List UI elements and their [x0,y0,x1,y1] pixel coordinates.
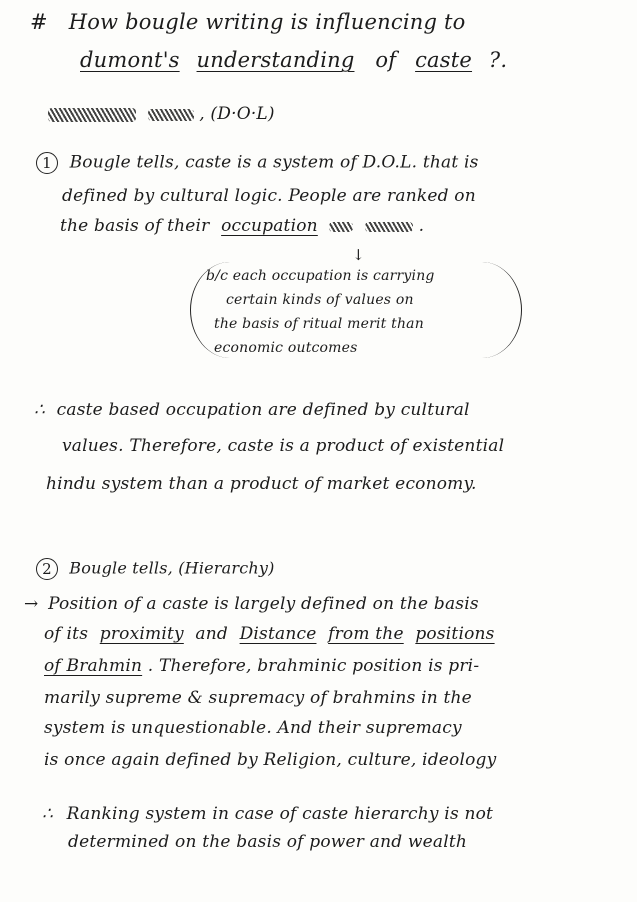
point2-brahmin: of Brahmin [44,656,143,676]
heading-dumont: dumont's [80,48,180,72]
point1-line-1 [36,152,479,174]
point2-distance: Distance [239,624,317,644]
point2-line-5: system is unquestionable. And their supremacy [44,718,462,738]
point1-number: 1 [36,152,58,174]
therefore-symbol: ∴ [42,804,54,824]
point2-text-3b: . Therefore, brahminic position is pri- [147,656,480,676]
point2-number: 2 [36,558,58,580]
scribbled-out-text [148,109,194,121]
scribbled-out-text [329,222,353,232]
point1-text-1: Bougle tells, caste is a system of D.O.L. that is [69,152,479,173]
therefore1-text-1: caste based occupation are defined by cultural [56,400,470,420]
point1-occupation: occupation [221,216,318,236]
therefore1-line-2: values. Therefore, caste is a product of existential [62,436,505,456]
point2-title-line [36,558,275,580]
therefore2-line-1 [42,804,493,824]
point1-period: . [418,216,425,236]
heading-of: of [375,48,397,72]
scribbled-out-text [365,222,413,232]
heading-caste: caste [415,48,473,72]
note-line-2: certain kinds of values on [226,292,414,308]
scribbled-out-text [48,108,136,122]
point2-line-2 [44,624,495,644]
point2-proximity: proximity [99,624,184,644]
dol-label: , (D·O·L) [199,104,275,124]
point2-line-3 [44,656,479,676]
point2-line-6: is once again defined by Religion, culture, ideology [44,750,497,770]
point1-text-3a: the basis of their [60,216,210,236]
down-arrow-icon: ↓ [352,246,365,264]
heading-hash: # [30,10,48,34]
heading-line-1 [30,10,465,34]
therefore2-text-1: Ranking system in case of caste hierarchy is not [66,804,494,824]
right-arrow-icon: → [24,594,39,614]
point2-title: Bougle tells, (Hierarchy) [69,558,275,578]
note-line-3: the basis of ritual merit than [214,316,424,332]
point2-text-2a: of its [44,624,89,644]
heading-line-2 [80,48,507,72]
note-line-4: economic outcomes [214,340,358,356]
point2-line-1 [24,594,479,614]
point2-and: and [195,624,228,644]
therefore1-line-3: hindu system than a product of market economy. [46,474,477,494]
therefore2-line-2: determined on the basis of power and wealth [68,832,468,852]
point2-line-4: marily supreme & supremacy of brahmins in the [44,688,472,708]
point1-line-3 [60,216,424,236]
heading-qmark: ?. [488,48,508,72]
therefore-symbol: ∴ [34,400,46,420]
point2-text-1: Position of a caste is largely defined on the basis [48,594,479,614]
therefore1-line-1 [34,400,470,420]
point1-line-2: defined by cultural logic. People are ranked on [62,186,476,206]
heading-understanding: understanding [196,48,355,72]
point2-from-the: from the [328,624,404,644]
note-line-1: b/c each occupation is carrying [206,268,435,284]
point2-positions: positions [415,624,495,644]
dol-line [48,104,275,124]
heading-text-1: How bougle writing is influencing to [68,10,466,34]
